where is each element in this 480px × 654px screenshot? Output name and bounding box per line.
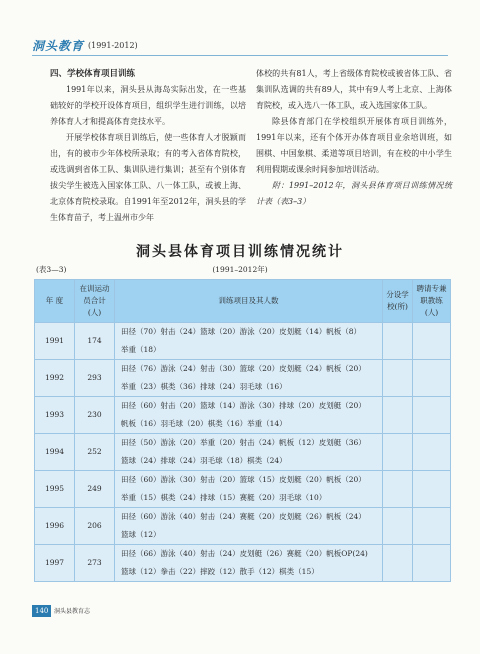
items-line: 田径（76）游泳（24）射击（30）篮球（20）皮划艇（24）帆板（20）	[121, 364, 366, 373]
page-header	[32, 40, 448, 56]
year-cell: 1993	[35, 397, 75, 434]
book-logo: 洞头教育	[32, 39, 85, 53]
count-cell: 249	[75, 471, 115, 508]
items-line: 篮球（12）	[121, 530, 161, 539]
items-line: 田径（60）游泳（40）射击（24）赛艇（20）皮划艇（26）帆板（24）	[121, 512, 366, 521]
header-rule	[32, 55, 448, 56]
count-cell: 252	[75, 434, 115, 471]
coaches-cell	[413, 397, 451, 434]
count-cell: 230	[75, 397, 115, 434]
paragraph: 体校的共有81人，考上省级体育院校或被省体工队、省集训队选调的共有89人，其中有9人考上北京、上海体育院校，或入选八一体工队，或入选国家体工队。	[256, 69, 452, 110]
right-column	[256, 66, 452, 210]
items-cell	[115, 323, 383, 360]
table-year-range: (1991–2012年)	[212, 265, 268, 274]
items-line: 篮球（24）排球（24）羽毛球（18）棋类（24）	[121, 456, 287, 465]
items-cell	[115, 471, 383, 508]
table-row	[35, 471, 451, 508]
coaches-cell	[413, 323, 451, 360]
table-row	[35, 397, 451, 434]
year-cell: 1996	[35, 508, 75, 545]
year-cell: 1997	[35, 545, 75, 582]
coaches-cell	[413, 360, 451, 397]
header-coaches: 聘请专兼职教练(人)	[413, 280, 451, 323]
schools-cell	[383, 397, 413, 434]
left-column	[50, 66, 246, 226]
items-line: 篮球（12）拳击（22）摔跤（12）散手（12）棋类（15）	[121, 567, 319, 576]
items-line: 田径（50）游泳（20）举重（20）射击（24）帆板（12）皮划艇（36）	[121, 438, 366, 447]
table-row	[35, 360, 451, 397]
count-cell: 206	[75, 508, 115, 545]
items-line: 田径（70）射击（24）篮球（20）游泳（20）皮划艇（14）帆板（8）	[121, 327, 361, 336]
coaches-cell	[413, 508, 451, 545]
coaches-cell	[413, 545, 451, 582]
coaches-cell	[413, 471, 451, 508]
book-title: 洞头县教育志	[54, 608, 91, 615]
count-cell: 293	[75, 360, 115, 397]
schools-cell	[383, 323, 413, 360]
coaches-cell	[413, 434, 451, 471]
items-cell	[115, 545, 383, 582]
schools-cell	[383, 434, 413, 471]
schools-cell	[383, 471, 413, 508]
page-number: 140	[32, 605, 51, 617]
paragraph: 1991年以来，洞头县从海岛实际出发，在一些基础较好的学校开设体育项目，组织学生进行训练，以培养体育人才和提高体育竞技水平。	[50, 85, 246, 126]
year-cell: 1992	[35, 360, 75, 397]
table-number: (表3—3)	[36, 265, 67, 274]
count-cell: 174	[75, 323, 115, 360]
paragraph: 开展学校体育项目训练后，使一些体育人才脱颖而出，有的被市少年体校所录取；有的考入省体育院校，或选调到省体工队、集训队进行集训；甚至有个别体育拔尖学生被选入国家体工队、八一体工队，或被上海、北京体育院校录取。自1991年至2012年，洞头县的学生体育苗子，考上温州市少年	[50, 133, 246, 222]
table-row	[35, 545, 451, 582]
items-line: 田径（60）游泳（30）射击（20）篮球（15）皮划艇（20）帆板（20）	[121, 475, 366, 484]
section-heading: 四、学校体育项目训练	[50, 69, 136, 79]
header-count: 在训运动员合计(人)	[75, 280, 115, 323]
header-years: (1991-2012)	[88, 41, 138, 50]
items-line: 举重（23）棋类（36）排球（24）羽毛球（16）	[121, 382, 287, 391]
schools-cell	[383, 545, 413, 582]
items-cell	[115, 434, 383, 471]
schools-cell	[383, 360, 413, 397]
count-cell: 273	[75, 545, 115, 582]
page-footer	[32, 605, 102, 617]
items-line: 田径（66）游泳（40）射击（24）皮划艇（26）赛艇（20）帆板OP(24)	[121, 549, 368, 558]
items-cell	[115, 360, 383, 397]
table-row	[35, 508, 451, 545]
items-line: 举重（18）	[121, 345, 161, 354]
table-title: 洞头县体育项目训练情况统计	[136, 244, 344, 260]
year-cell: 1994	[35, 434, 75, 471]
header-year: 年 度	[35, 280, 75, 323]
items-cell	[115, 397, 383, 434]
items-cell	[115, 508, 383, 545]
items-line: 举重（15）棋类（24）排球（15）赛艇（20）羽毛球（10）	[121, 493, 327, 502]
items-line: 帆板（16）羽毛球（20）棋类（16）举重（14）	[121, 419, 287, 428]
appendix-note: 附：1991–2012年，洞头县体育项目训练情况统计表（表3–3）	[256, 181, 452, 206]
items-line: 田径（60）射击（20）篮球（14）游泳（30）排球（20）皮划艇（20）	[121, 401, 366, 410]
schools-cell	[383, 508, 413, 545]
training-stats-table	[34, 279, 451, 582]
header-schools: 分设学校(所)	[383, 280, 413, 323]
header-items: 训练项目及其人数	[115, 280, 383, 323]
table-header-row	[35, 280, 451, 323]
paragraph: 除县体育部门在学校组织开展体育项目训练外，1991年以来，还有个体开办体育项目业余培训班，如围棋、中国象棋、柔道等项目培训，有在校的中小学生利用假期或课余时间参加培训活动。	[256, 117, 452, 174]
year-cell: 1995	[35, 471, 75, 508]
year-cell: 1991	[35, 323, 75, 360]
table-row	[35, 323, 451, 360]
table-row	[35, 434, 451, 471]
